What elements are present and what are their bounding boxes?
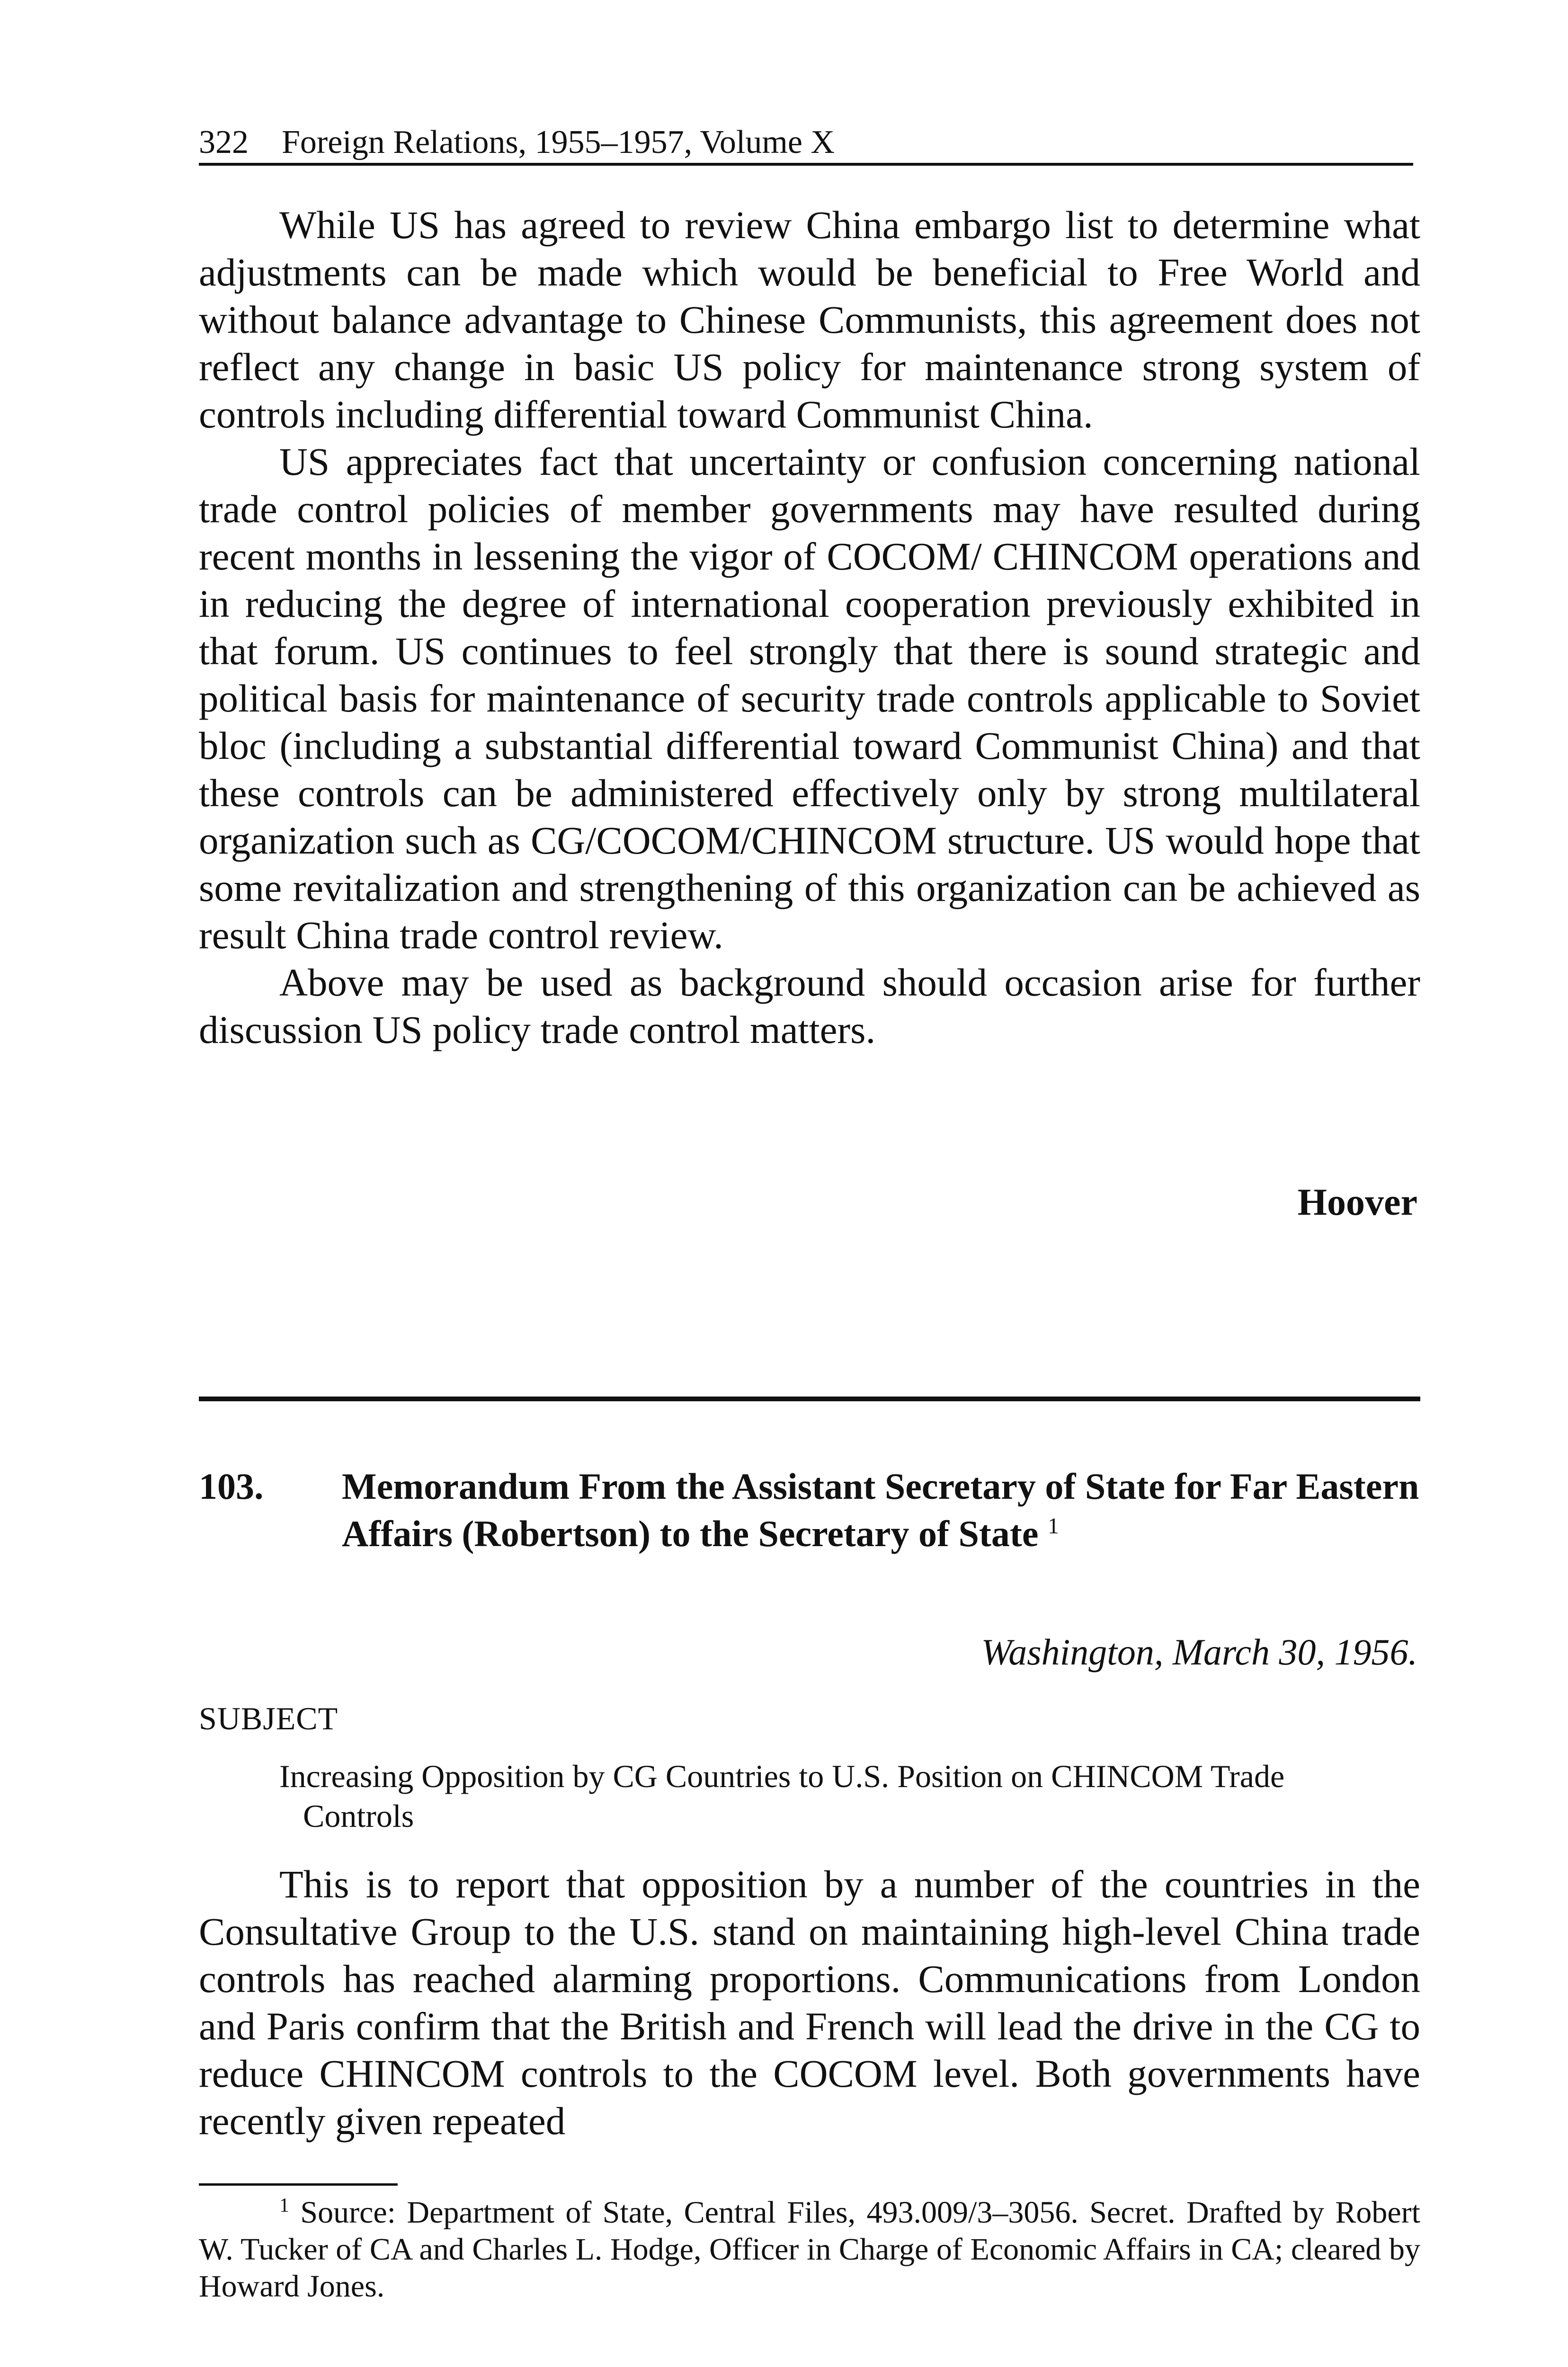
paragraph: While US has agreed to review China embargo list to determine what adjustments can be made which would be beneficial to Free World and without balance advantage to Chinese Communists, this agreement does not reflect any change in basic US policy for maintenance strong system of controls including differential toward Communist China.	[199, 203, 1420, 436]
dateline: Washington, March 30, 1956.	[981, 1631, 1417, 1673]
footnote-divider	[199, 2183, 398, 2186]
continued-text	[199, 201, 1420, 1053]
section-divider	[199, 1397, 1420, 1401]
page-number: 322	[199, 124, 249, 160]
signature: Hoover	[1297, 1182, 1417, 1223]
document-number: 103.	[199, 1466, 264, 1507]
document-title	[342, 1463, 1421, 1557]
memorandum-body	[199, 1860, 1420, 2145]
running-header	[199, 122, 1413, 166]
footnote	[199, 2194, 1420, 2305]
footnote-marker: 1	[279, 2195, 289, 2216]
paragraph: Above may be used as background should occasion arise for further discussion US policy trade control matters.	[199, 961, 1420, 1051]
paragraph: This is to report that opposition by a number of the countries in the Consultative Group to the U.S. stand on maintaining high-level China trade controls has reached alarming proportions. Communications from London and Paris confirm that the British and French will lead the drive in the CG to reduce CHINCOM controls to the COCOM level. Both governments have recently given repeated	[199, 1862, 1420, 2143]
running-title: Foreign Relations, 1955–1957, Volume X	[282, 124, 835, 160]
subject-text: Increasing Opposition by CG Countries to U.S. Position on CHINCOM Trade Controls	[279, 1758, 1285, 1834]
document-title-text: Memorandum From the Assistant Secretary of State for Far Eastern Affairs (Robertson) to the Secretary of State	[342, 1466, 1419, 1554]
footnote-reference: 1	[1047, 1513, 1059, 1539]
paragraph: US appreciates fact that uncertainty or confusion concerning national trade control policies of member governments may have resulted during recent months in lessening the vigor of COCOM/ CHINCOM operations and in reducing the degree of international cooperation previously exhibited in that forum. US continues to feel strongly that there is sound strategic and political basis for maintenance of security trade controls applicable to Soviet bloc (including a substantial differential toward Communist China) and that these controls can be administered effectively only by strong multilateral organization such as CG/COCOM/CHINCOM structure. US would hope that some revitalization and strengthening of this organization can be achieved as result China trade control review.	[199, 440, 1420, 957]
subject-label: SUBJECT	[199, 1700, 339, 1736]
footnote-text: Source: Department of State, Central Files, 493.009/3–3056. Secret. Drafted by Robert W. Tucker of CA and Charles L. Hodge, Officer in Charge of Economic Affairs in CA; cleared by Howard Jones.	[199, 2195, 1420, 2304]
